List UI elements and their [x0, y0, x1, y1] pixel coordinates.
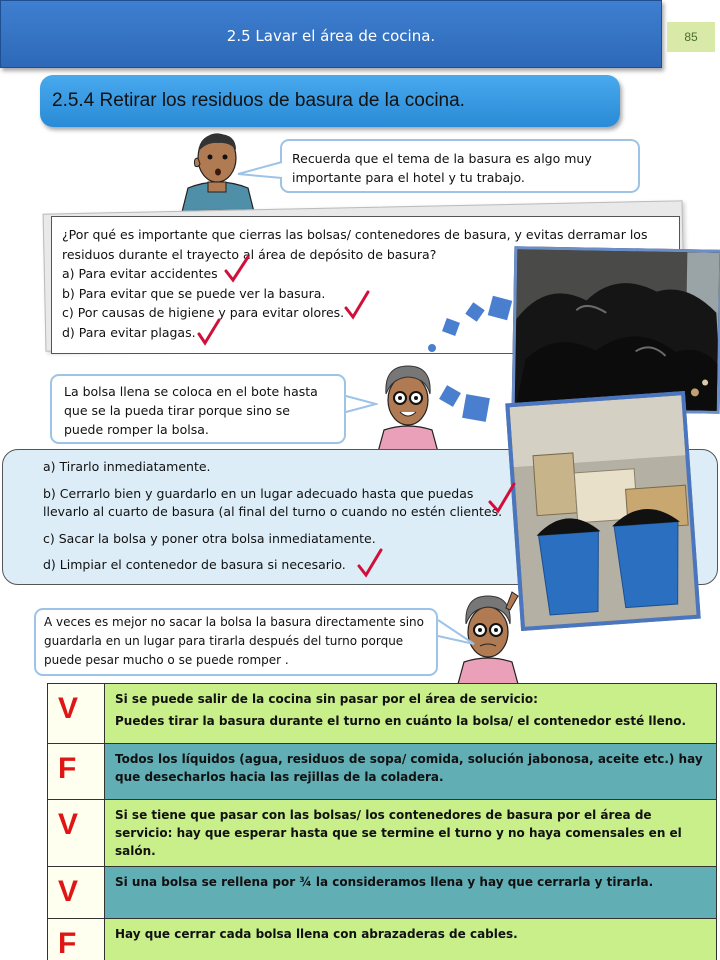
speech-bubble-middle: [50, 374, 346, 444]
speech-text-top: Recuerda que el tema de la basura es algo muy importante para el hotel y tu trabajo.: [292, 151, 592, 185]
answer-b: b) Cerrarlo bien y guardarlo en un lugar adecuado hasta que puedas llevarlo al cuarto de basura (al final del turno o cuando no estén clientes.: [43, 485, 503, 519]
table-row: [48, 800, 717, 867]
answer-d: d) Limpiar el contenedor de basura si necesario.: [43, 557, 346, 572]
checkmark-icon: [197, 318, 221, 346]
row-statement: [105, 744, 717, 800]
trash-bags-photo: [512, 246, 720, 414]
row-statement: [105, 919, 717, 960]
checkmark-icon: [344, 290, 370, 320]
statement-line: Hay que cerrar cada bolsa llena con abrazaderas de cables.: [115, 927, 518, 941]
checkmark-icon: [488, 482, 516, 514]
row-letter: F: [48, 919, 105, 960]
question-option-a: a) Para evitar accidentes: [62, 266, 218, 281]
answer-c: c) Sacar la bolsa y poner otra bolsa inmediatamente.: [43, 530, 376, 546]
table-row: [48, 744, 717, 800]
speech-tail-top: [236, 160, 284, 182]
header-title: 2.5 Lavar el área de cocina.: [226, 27, 436, 45]
question-option-d: d) Para evitar plagas.: [62, 324, 196, 340]
speech-text-bottom: A veces es mejor no sacar la bolsa la basura directamente sino guardarla en un lugar para tirarla después del turno porque puede pesar mucho o se puede romper .: [44, 615, 424, 667]
question-option-c: c) Por causas de higiene y para evitar olores.: [62, 305, 345, 320]
thought-square: [462, 394, 490, 422]
speech-tail-bottom: [436, 618, 476, 648]
cartoon-woman: [372, 360, 444, 452]
section-title: 2.5.4 Retirar los residuos de basura de la cocina.: [40, 75, 620, 127]
header-bar: [0, 0, 662, 68]
statement-line: Puedes tirar la basura durante el turno en cuánto la bolsa/ el contenedor esté lleno.: [115, 714, 687, 728]
row-letter: V: [48, 800, 105, 867]
row-statement: [105, 867, 717, 919]
statement-line: Si se puede salir de la cocina sin pasar por el área de servicio:: [115, 692, 538, 706]
answer-a: a) Tirarlo inmediatamente.: [43, 459, 211, 474]
checkmark-icon: [357, 548, 383, 578]
row-statement: [105, 684, 717, 744]
row-letter: V: [48, 684, 105, 744]
row-letter: F: [48, 744, 105, 800]
statement-line: Todos los líquidos (agua, residuos de sopa/ comida, solución jabonosa, aceite etc.) hay que desecharlos hacia las rejillas de la coladera.: [115, 752, 703, 784]
true-false-table: [47, 683, 717, 960]
trash-cans-photo: [505, 391, 700, 631]
speech-bubble-bottom: [34, 608, 438, 676]
speech-tail-middle: [344, 392, 378, 416]
question-text: ¿Por qué es importante que cierras las bolsas/ contenedores de basura, y evitas derramar los residuos durante el trayecto al área de depósito de basura?: [62, 227, 648, 262]
speech-text-middle: La bolsa llena se coloca en el bote hasta que se la pueda tirar porque sino se puede romper la bolsa.: [64, 384, 318, 437]
question-option-b: b) Para evitar que se puede ver la basura.: [62, 285, 326, 301]
speech-bubble-top: [280, 139, 640, 193]
table-row: [48, 684, 717, 744]
statement-line: Si una bolsa se rellena por ¾ la consideramos llena y hay que cerrarla y tirarla.: [115, 875, 654, 889]
thought-dot: [428, 344, 436, 352]
page-number: 85: [667, 22, 715, 52]
row-letter: V: [48, 867, 105, 919]
table-row: [48, 919, 717, 960]
checkmark-icon: [224, 255, 250, 283]
row-statement: [105, 800, 717, 867]
statement-line: Si se tiene que pasar con las bolsas/ los contenedores de basura por el área de servicio: hay que esperar hasta que se termine el turno y no haya comensales en el salón.: [115, 808, 682, 858]
table-row: [48, 867, 717, 919]
